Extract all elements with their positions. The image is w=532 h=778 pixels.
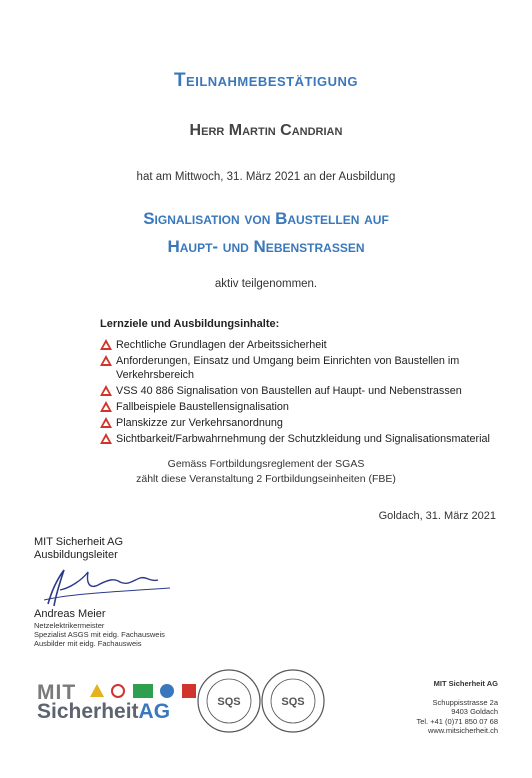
warning-triangle-icon xyxy=(100,417,112,428)
svg-text:SQS: SQS xyxy=(217,696,241,708)
logo-icons xyxy=(90,684,199,700)
certification-seal xyxy=(196,668,262,734)
svg-text:SQS: SQS xyxy=(281,696,305,708)
company-logo-bottom: SicherheitAG xyxy=(37,700,171,723)
regulation-text-line1: Gemäss Fortbildungsreglement der SGAS xyxy=(167,458,365,470)
intro-text: hat am Mittwoch, 31. März 2021 an der Ausbildung xyxy=(136,171,396,183)
warning-triangle-icon xyxy=(100,355,112,366)
course-title-line1: Signalisation von Baustellen auf xyxy=(143,209,389,228)
learning-goals-list xyxy=(100,338,500,448)
certificate-title: Teilnahmebestätigung xyxy=(173,70,359,91)
emergency-sign-icon xyxy=(133,684,153,698)
list-item: Rechtliche Grundlagen der Arbeitssicherheit xyxy=(100,338,500,352)
issuer-company: MIT Sicherheit AG xyxy=(34,536,124,548)
place-date: Goldach, 31. März 2021 xyxy=(378,510,496,522)
list-item: Planskizze zur Verkehrsanordnung xyxy=(100,416,500,430)
mandatory-sign-icon xyxy=(160,684,174,698)
signer-name: Andreas Meier xyxy=(34,608,106,620)
list-item: Anforderungen, Einsatz und Umgang beim Einrichten von Baustellen im Verkehrsbereich xyxy=(100,354,500,382)
address-street: Schuppisstrasse 2a xyxy=(432,697,498,707)
fire-sign-icon xyxy=(182,684,196,698)
warning-sign-icon xyxy=(90,684,104,697)
list-item: Fallbeispiele Baustellensignalisation xyxy=(100,400,500,414)
warning-triangle-icon xyxy=(100,401,112,412)
company-address xyxy=(416,679,498,736)
warning-triangle-icon xyxy=(100,339,112,350)
address-city: 9403 Goldach xyxy=(451,707,498,716)
address-company: MIT Sicherheit AG xyxy=(433,679,498,688)
address-web: www.mitsicherheit.ch xyxy=(427,726,498,735)
regulation-text-line2: zählt diese Veranstaltung 2 Fortbildungseinheiten (FBE) xyxy=(136,473,396,485)
list-item: VSS 40 886 Signalisation von Baustellen auf Haupt- und Nebenstrassen xyxy=(100,384,500,398)
issuer-block xyxy=(34,536,123,562)
warning-triangle-icon xyxy=(100,385,112,396)
course-title-line2: Haupt- und Nebenstrassen xyxy=(167,237,365,256)
certification-seal xyxy=(260,668,326,734)
participation-text: aktiv teilgenommen. xyxy=(214,278,318,290)
participant-name: Herr Martin Candrian xyxy=(189,122,343,139)
issuer-role: Ausbildungsleiter xyxy=(34,549,118,561)
address-phone: Tel. +41 (0)71 850 07 68 xyxy=(416,716,498,726)
signer-qualifications: Netzelektrikermeister Spezialist ASGS mit eidg. Fachausweis Ausbilder mit eidg. Fachausweis xyxy=(34,621,165,648)
company-logo-top: MIT xyxy=(37,681,77,704)
warning-triangle-icon xyxy=(100,433,112,444)
signature-image xyxy=(30,560,190,610)
prohibition-sign-icon xyxy=(111,684,125,698)
list-item: Sichtbarkeit/Farbwahrnehmung der Schutzkleidung und Signalisationsmaterial xyxy=(100,432,500,446)
learning-goals-heading: Lernziele und Ausbildungsinhalte: xyxy=(100,318,280,330)
